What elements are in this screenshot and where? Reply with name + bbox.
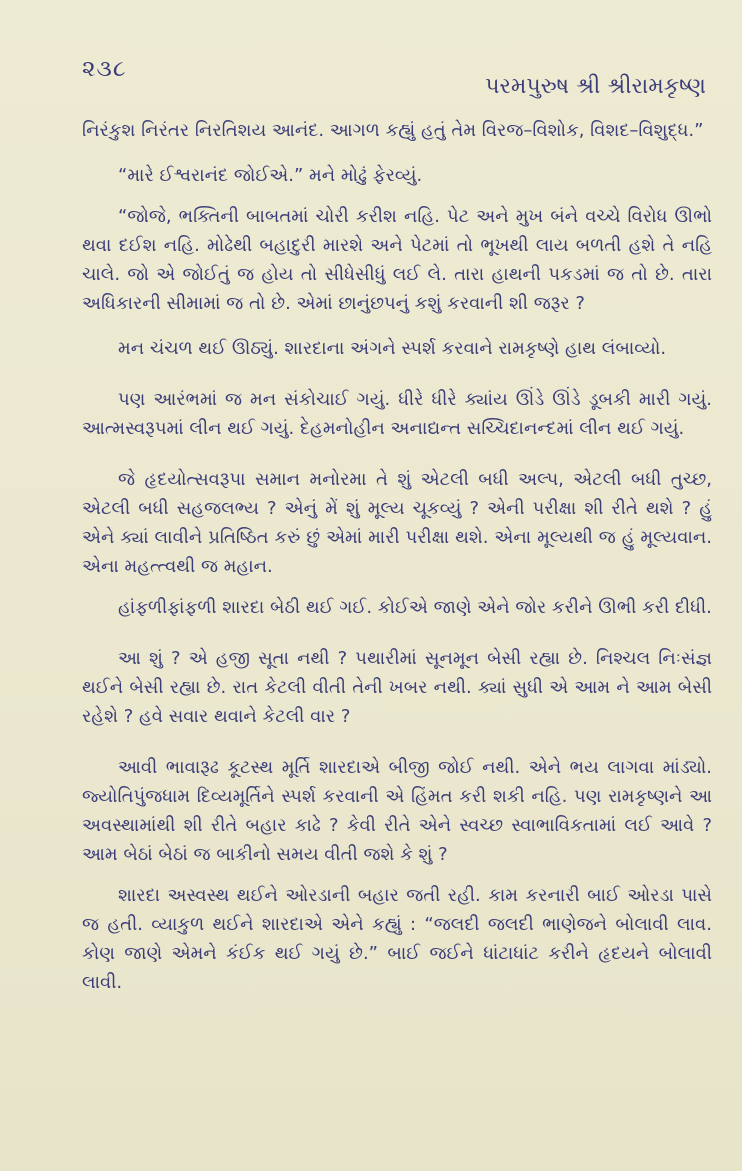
- paragraph-5: પણ આરંભમાં જ મન સંકોચાઈ ગયું. ધીરે ધીરે ક્યાંય ઊંડે ઊંડે ડૂબકી મારી ગયું. આત્મસ્વરૂપમાં લીન થઈ ગયું. દેહમનોહીન અનાદ્યન્ત સચ્ચિદાનન્દમાં લીન થઈ ગયું.: [82, 389, 712, 439]
- paragraph-3: “જોજે, ભક્તિની બાબતમાં ચોરી કરીશ નહિ. પેટ અને મુખ બંને વચ્ચે વિરોધ ઊભો થવા દઈશ નહિ. મોઢેથી બહાદુરી મારશે અને પેટમાં તો ભૂખથી લાય બળતી હશે તે નહિ ચાલે. જો એ જોઈતું જ હોય તો સીધેસીધું લઈ લે. તારા હાથની પકડમાં જ તો છે. તારા અધિકારની સીમામાં જ તો છે. એમાં છાનુંછપનું કશું કરવાની શી જરૂર ?: [82, 206, 712, 314]
- paragraph-2: “મારે ઈશ્વરાનંદ જોઈએ.” મને મોઢું ફેરવ્યું.: [118, 165, 423, 186]
- paragraph-1: નિરંકુશ નિરંતર નિરતિશય આનંદ. આગળ કહ્યું હતું તેમ વિરજ–વિશોક, વિશદ–વિશુદ્ધ.”: [82, 120, 704, 141]
- body-text: [82, 116, 712, 997]
- page-number: ૨૩૮: [82, 56, 127, 82]
- running-head-title: પરમપુરુષ શ્રી શ્રીરામકૃષ્ણ: [485, 74, 706, 99]
- paragraph-7: હાંફળીફાંફળી શારદા બેઠી થઈ ગઈ. કોઈએ જાણે એને જોર કરીને ઊભી કરી દીધી.: [118, 597, 712, 618]
- paragraph-9: આવી ભાવારૂઢ કૂટસ્થ મૂર્તિ શારદાએ બીજી જોઈ નથી. એને ભય લાગવા માંડ્યો. જ્યોતિપુંજધામ દિવ્યમૂર્તિને સ્પર્શ કરવાની એ હિંમત કરી શકી નહિ. પણ રામકૃષ્ણને આ અવસ્થામાંથી શી રીતે બહાર કાઢે ? કેવી રીતે એને સ્વચ્છ સ્વાભાવિકતામાં લઈ આવે ? આમ બેઠાં બેઠાં જ બાકીનો સમય વીતી જશે કે શું ?: [82, 757, 712, 865]
- paragraph-10: શારદા અસ્વસ્થ થઈને ઓરડાની બહાર જતી રહી. કામ કરનારી બાઈ ઓરડા પાસે જ હતી. વ્યાકુળ થઈને શારદાએ એને કહ્યું : “જલદી જલદી ભાણેજને બોલાવી લાવ. કોણ જાણે એમને કંઈક થઈ ગયું છે.” બાઈ જઈને ધાંટાધાંટ કરીને હૃદયને બોલાવી લાવી.: [82, 885, 712, 993]
- paragraph-6: જે હૃદયોત્સવરૂપા સમાન મનોરમા તે શું એટલી બધી અલ્પ, એટલી બધી તુચ્છ, એટલી બધી સહજલભ્ય ? એનું મેં શું મૂલ્ય ચૂકવ્યું ? એની પરીક્ષા શી રીતે થશે ? હું એને ક્યાં લાવીને પ્રતિષ્ઠિત કરું છું એમાં મારી પરીક્ષા થશે. એના મૂલ્યથી જ હું મૂલ્યવાન. એના મહત્ત્વથી જ મહાન.: [82, 469, 712, 577]
- paragraph-4: મન ચંચળ થઈ ઊઠ્યું. શારદાના અંગને સ્પર્શ કરવાને રામકૃષ્ણે હાથ લંબાવ્યો.: [118, 338, 667, 359]
- paragraph-8: આ શું ? એ હજી સૂતા નથી ? પથારીમાં સૂનમૂન બેસી રહ્યા છે. નિશ્ચલ નિઃસંજ્ઞ થઈને બેસી રહ્યા છે. રાત કેટલી વીતી તેની ખબર નથી. ક્યાં સુધી એ આમ ને આમ બેસી રહેશે ? હવે સવાર થવાને કેટલી વાર ?: [82, 648, 712, 727]
